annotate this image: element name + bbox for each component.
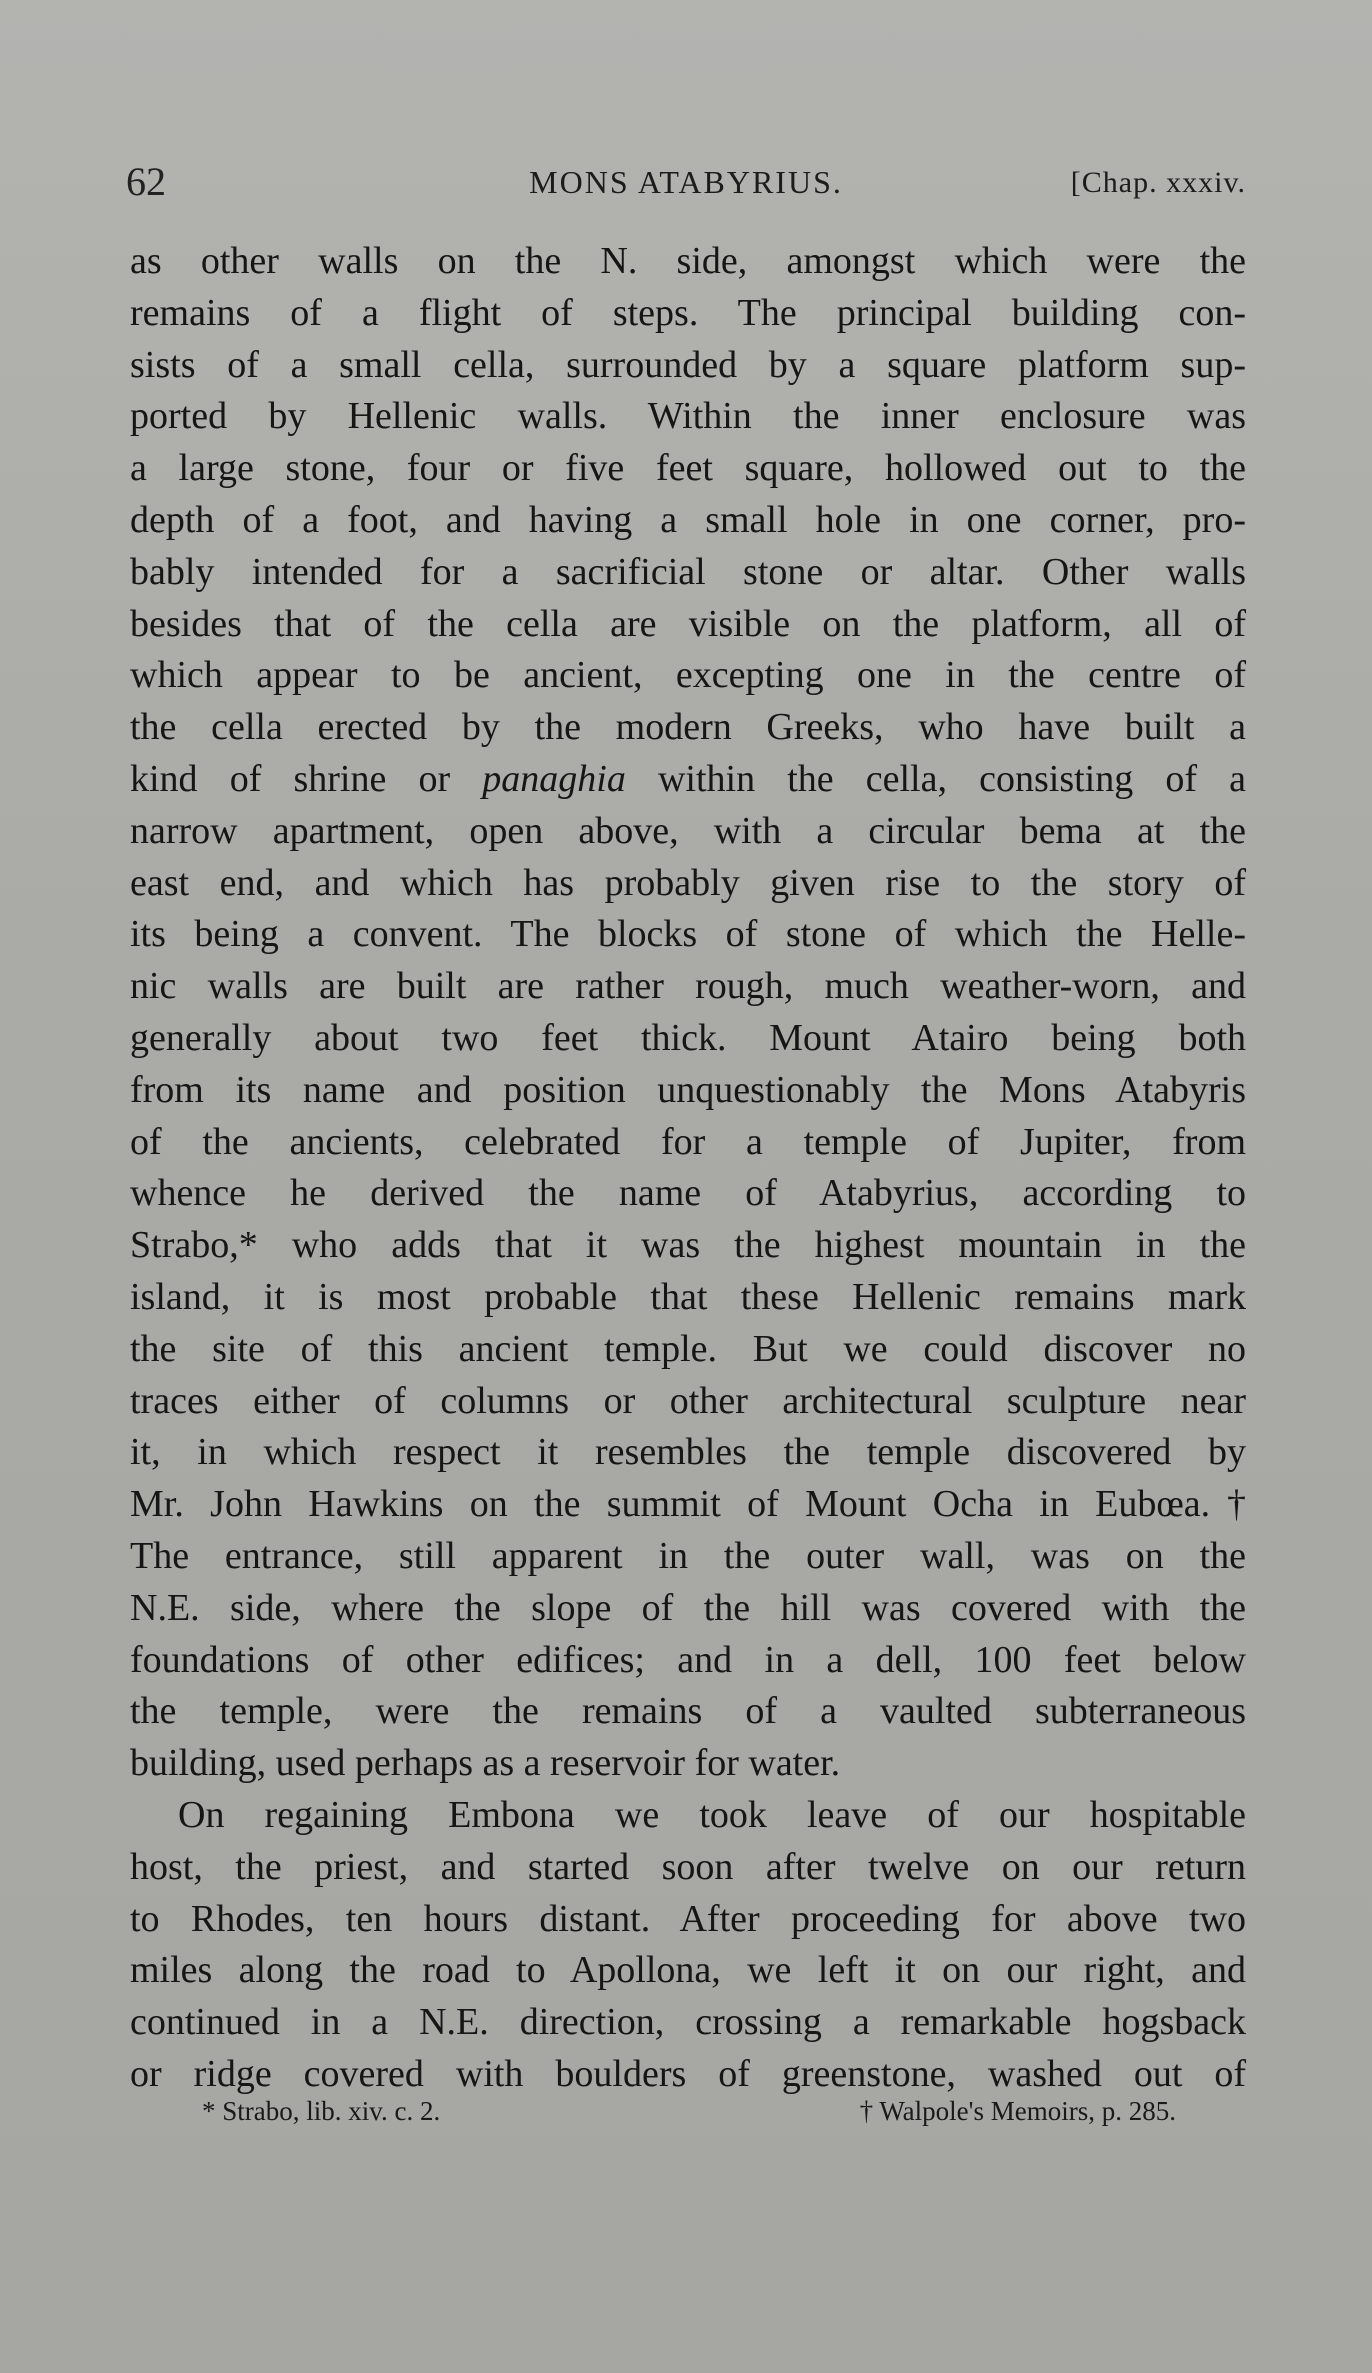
- footnote-walpole: † Walpole's Memoirs, p. 285.: [859, 2096, 1176, 2126]
- text-line: or ridge covered with boulders of greenstone, washed out of: [130, 2052, 1246, 2095]
- text-line: foundations of other edifices; and in a dell, 100 feet below: [130, 1638, 1246, 1681]
- chapter-reference: [Chap. xxxiv.: [1070, 166, 1246, 199]
- italic-term: panaghia: [482, 757, 626, 800]
- text-line: as other walls on the N. side, amongst which were the: [130, 240, 1246, 282]
- paragraph-1: [130, 236, 1246, 1790]
- text-line: miles along the road to Apollona, we left it on our right, and: [130, 1949, 1246, 1992]
- text-line: island, it is most probable that these Hellenic remains mark: [130, 1275, 1246, 1318]
- page-header: [126, 158, 1246, 218]
- text-line: to Rhodes, ten hours distant. After proceeding for above two: [130, 1897, 1246, 1940]
- footnotes: [130, 2096, 1246, 2136]
- text-line: the site of this ancient temple. But we could discover no: [130, 1327, 1246, 1370]
- text-line: traces either of columns or other architectural sculpture near: [130, 1379, 1246, 1422]
- text-line: remains of a flight of steps. The principal building con-: [130, 291, 1246, 334]
- text-line: it, in which respect it resembles the temple discovered by: [130, 1431, 1246, 1474]
- text-line: N.E. side, where the slope of the hill was covered with the: [130, 1586, 1246, 1629]
- text-line: a large stone, four or five feet square, hollowed out to the: [130, 447, 1246, 490]
- body-text: [130, 236, 1246, 2101]
- text-line: of the ancients, celebrated for a temple of Jupiter, from: [130, 1120, 1246, 1163]
- text-line: narrow apartment, open above, with a circular bema at the: [130, 809, 1246, 852]
- text-line: building, used perhaps as a reservoir for water.: [130, 1742, 841, 1785]
- text-line: besides that of the cella are visible on the platform, all of: [130, 602, 1246, 645]
- text-line: generally about two feet thick. Mount Atairo being both: [130, 1016, 1246, 1059]
- text-line: its being a convent. The blocks of stone of which the Helle-: [130, 913, 1246, 956]
- text-line: Strabo,* who adds that it was the highest mountain in the: [130, 1224, 1246, 1267]
- text-line: Mr. John Hawkins on the summit of Mount Ocha in Eubœa.†: [130, 1483, 1246, 1526]
- paragraph-2: [130, 1790, 1246, 2101]
- text-line: whence he derived the name of Atabyrius, according to: [130, 1172, 1246, 1215]
- footnote-strabo: * Strabo, lib. xiv. c. 2.: [202, 2096, 441, 2126]
- text-line: the temple, were the remains of a vaulted subterraneous: [130, 1690, 1246, 1733]
- text-line: nic walls are built are rather rough, much weather-worn, and: [130, 965, 1246, 1008]
- text-line: the cella erected by the modern Greeks, who have built a: [130, 706, 1246, 749]
- text-line: ported by Hellenic walls. Within the inner enclosure was: [130, 395, 1246, 438]
- text-line: On regaining Embona we took leave of our hospitable: [178, 1793, 1246, 1836]
- text-line: from its name and position unquestionably the Mons Atabyris: [130, 1068, 1246, 1111]
- text-line: depth of a foot, and having a small hole in one corner, pro-: [130, 498, 1246, 541]
- running-title: MONS ATABYRIUS.: [529, 164, 843, 200]
- text-line: host, the priest, and started soon after twelve on our return: [130, 1845, 1246, 1888]
- page-number: 62: [126, 159, 166, 204]
- text-line: sists of a small cella, surrounded by a square platform sup-: [130, 343, 1246, 386]
- text-line: The entrance, still apparent in the outer wall, was on the: [130, 1534, 1246, 1577]
- text-line: which appear to be ancient, excepting one in the centre of: [130, 654, 1246, 697]
- text-line: east end, and which has probably given rise to the story of: [130, 861, 1246, 904]
- text-line: continued in a N.E. direction, crossing a remarkable hogsback: [130, 2001, 1246, 2044]
- text-line: bably intended for a sacrificial stone or altar. Other walls: [130, 550, 1246, 593]
- text-line: kind of shrine or panaghia within the cella, consisting of a: [130, 757, 1247, 800]
